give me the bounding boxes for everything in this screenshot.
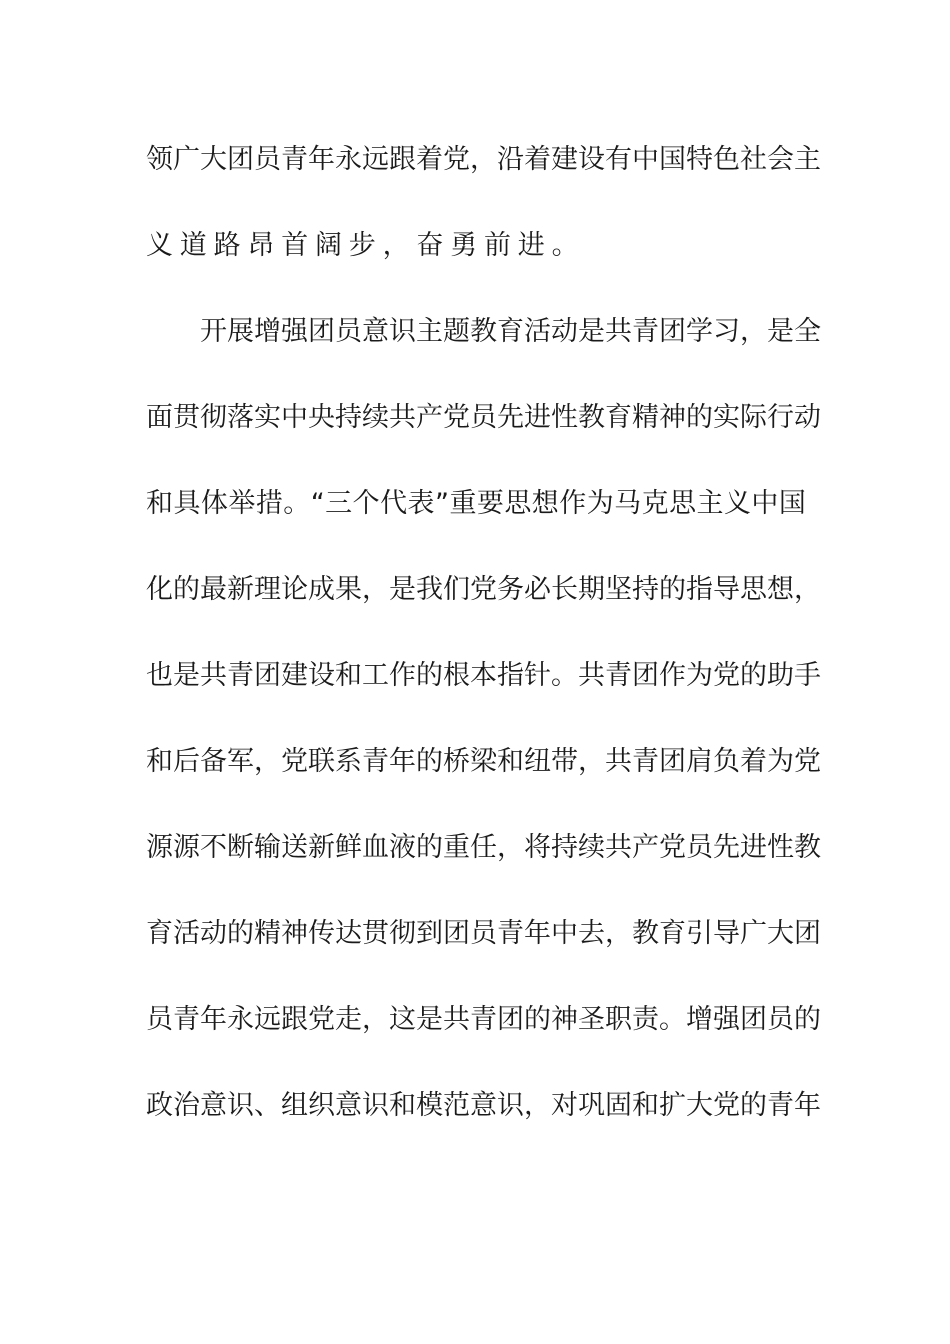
paragraph-line-6: 化 的 最 新 理 论 成 果 ， 是 我 们 党 务 必 长 期 坚 持 的 指 导 思 想 ，: [146, 574, 821, 605]
paragraph-line-2: 义道路昂首阔步，奋勇前进。: [146, 230, 586, 261]
paragraph-line-8: 和 后 备 军 ， 党 联 系 青 年 的 桥 梁 和 纽 带 ， 共 青 团 肩 负 着 为 党: [146, 746, 821, 777]
paragraph-line-3: 开 展 增 强 团 员 意 识 主 题 教 育 活 动 是 共 青 团 学 习 ， 是 全: [200, 316, 821, 347]
paragraph-line-12: 政 治 意 识 、 组 织 意 识 和 模 范 意 识 ， 对 巩 固 和 扩 大 党 的 青 年: [146, 1090, 821, 1121]
paragraph-line-1: 领 广 大 团 员 青 年 永 远 跟 着 党 ， 沿 着 建 设 有 中 国 特 色 社 会 主: [146, 144, 821, 175]
paragraph-line-11: 员 青 年 永 远 跟 党 走 ， 这 是 共 青 团 的 神 圣 职 责 。 增 强 团 员 的: [146, 1004, 821, 1035]
paragraph-line-4: 面 贯 彻 落 实 中 央 持 续 共 产 党 员 先 进 性 教 育 精 神 的 实 际 行 动: [146, 402, 821, 433]
paragraph-line-5: 和 具 体 举 措 。 “ 三 个 代 表 ” 重 要 思 想 作 为 马 克 思 主 义 中 国: [146, 488, 806, 519]
paragraph-line-7: 也 是 共 青 团 建 设 和 工 作 的 根 本 指 针 。 共 青 团 作 为 党 的 助 手: [146, 660, 821, 691]
paragraph-line-9: 源 源 不 断 输 送 新 鲜 血 液 的 重 任 ， 将 持 续 共 产 党 员 先 进 性 教: [146, 832, 821, 863]
paragraph-line-10: 育 活 动 的 精 神 传 达 贯 彻 到 团 员 青 年 中 去 ， 教 育 引 导 广 大 团: [146, 918, 821, 949]
